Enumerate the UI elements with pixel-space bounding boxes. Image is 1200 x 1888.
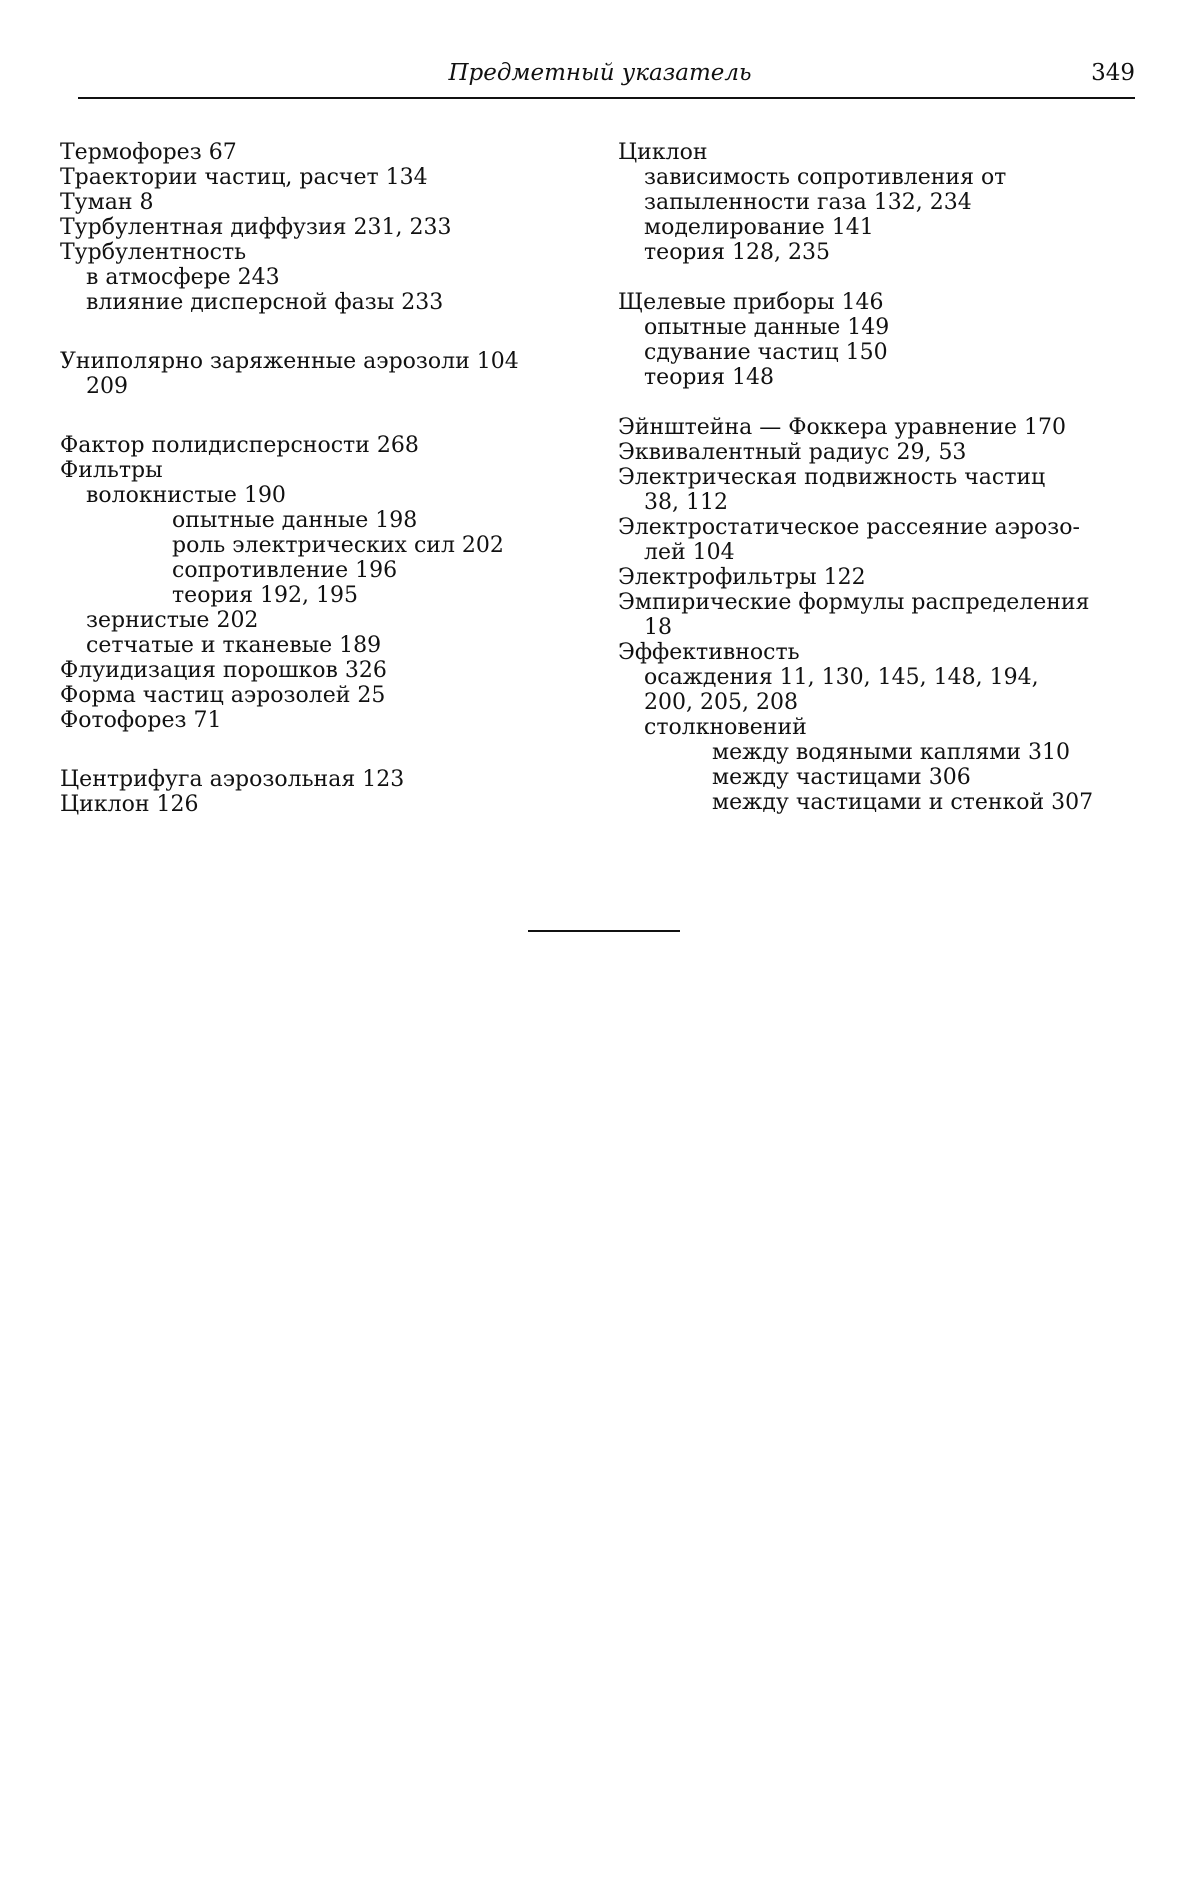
index-subentry-continuation: 200, 205, 208 xyxy=(644,690,798,715)
index-entry: Щелевые приборы 146 xyxy=(618,290,884,315)
index-entry: Эмпирические формулы распределения xyxy=(618,590,1090,615)
index-subentry: в атмосфере 243 xyxy=(86,265,280,290)
index-subentry: столкновений xyxy=(644,715,807,740)
index-entry: Эйнштейна — Фоккера уравнение 170 xyxy=(618,415,1066,440)
header-rule xyxy=(78,97,1135,99)
index-subentry-continuation: запыленности газа 132, 234 xyxy=(644,190,972,215)
index-subentry: теория 148 xyxy=(644,365,775,390)
end-rule xyxy=(528,930,680,932)
index-subentry: осаждения 11, 130, 145, 148, 194, xyxy=(644,665,1039,690)
index-subsubentry: опытные данные 198 xyxy=(172,508,418,533)
index-entry: Электрофильтры 122 xyxy=(618,565,866,590)
index-entry: Центрифуга аэрозольная 123 xyxy=(60,767,405,792)
index-subentry: сетчатые и тканевые 189 xyxy=(86,633,382,658)
index-subsubentry: роль электрических сил 202 xyxy=(172,533,504,558)
index-subentry: опытные данные 149 xyxy=(644,315,890,340)
index-subentry: теория 128, 235 xyxy=(644,240,831,265)
index-column-left xyxy=(60,140,580,817)
index-entry: Циклон 126 xyxy=(60,792,199,817)
index-subsubentry: теория 192, 195 xyxy=(172,583,359,608)
index-subsubentry: между водяными каплями 310 xyxy=(712,740,1070,765)
index-subsubentry: сопротивление 196 xyxy=(172,558,398,583)
index-entry: Турбулентная диффузия 231, 233 xyxy=(60,215,452,240)
index-subentry: зависимость сопротивления от xyxy=(644,165,1007,190)
index-subsubentry: между частицами 306 xyxy=(712,765,971,790)
index-entry: Турбулентность xyxy=(60,240,247,265)
index-entry: Униполярно заряженные аэрозоли 104 xyxy=(60,349,519,374)
index-entry: Фильтры xyxy=(60,458,163,483)
index-subentry: волокнистые 190 xyxy=(86,483,286,508)
page-number: 349 xyxy=(1091,60,1135,86)
running-title: Предметный указатель xyxy=(448,60,752,86)
index-column-right xyxy=(618,140,1163,815)
index-entry-continuation: лей 104 xyxy=(644,540,735,565)
index-entry: Фактор полидисперсности 268 xyxy=(60,433,419,458)
index-entry: Туман 8 xyxy=(60,190,154,215)
index-subsubentry: между частицами и стенкой 307 xyxy=(712,790,1094,815)
index-entry: Электростатическое рассеяние аэрозо- xyxy=(618,515,1080,540)
index-entry: Флуидизация порошков 326 xyxy=(60,658,387,683)
index-subentry: зернистые 202 xyxy=(86,608,259,633)
index-entry: Форма частиц аэрозолей 25 xyxy=(60,683,386,708)
index-entry: Электрическая подвижность частиц xyxy=(618,465,1046,490)
index-entry: Фотофорез 71 xyxy=(60,708,222,733)
index-entry: Эквивалентный радиус 29, 53 xyxy=(618,440,967,465)
index-entry-continuation: 18 xyxy=(644,615,672,640)
index-subentry: моделирование 141 xyxy=(644,215,874,240)
index-entry: Эффективность xyxy=(618,640,800,665)
index-entry: Термофорез 67 xyxy=(60,140,237,165)
index-entry-continuation: 38, 112 xyxy=(644,490,728,515)
index-subentry: влияние дисперсной фазы 233 xyxy=(86,290,444,315)
index-entry: Циклон xyxy=(618,140,708,165)
index-entry: Траектории частиц, расчет 134 xyxy=(60,165,428,190)
index-entry-continuation: 209 xyxy=(86,374,128,399)
index-subentry: сдувание частиц 150 xyxy=(644,340,888,365)
